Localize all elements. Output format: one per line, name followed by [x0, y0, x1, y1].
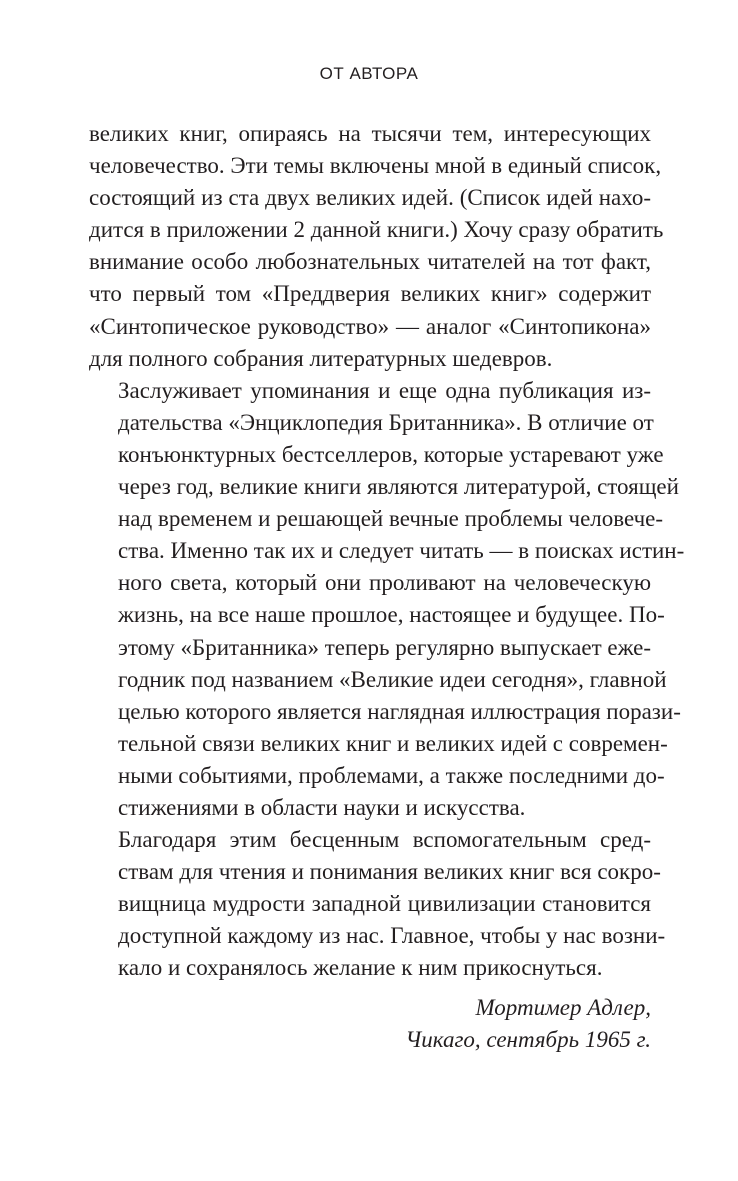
text-line: Благодаря этим бесценным вспомогательным сред- — [118, 827, 651, 853]
text-line: ными событиями, проблемами, а также последними до- — [118, 762, 665, 788]
text-line: что первый том «Преддверия великих книг» содержит — [89, 281, 651, 307]
text-line: ного света, который они проливают на человеческую — [118, 570, 651, 596]
text-line: ствам для чтения и понимания великих книг вся сокро- — [118, 859, 661, 885]
text-line: великих книг, опираясь на тысячи тем, интересующих — [89, 121, 651, 146]
body-text — [89, 118, 685, 985]
text-line: стижениями в области науки и искусства. — [118, 794, 526, 820]
text-line: дится в приложении 2 данной книги.) Хочу сразу обратить — [89, 217, 664, 243]
text-line: состоящий из ста двух великих идей. (Список идей нахо- — [89, 185, 651, 211]
text-line: Заслуживает упоминания и еще одна публикация из- — [118, 377, 651, 403]
text-line: конъюнктурных бестселлеров, которые устаревают уже — [118, 441, 664, 467]
text-line: над временем и решающей вечные проблемы человече- — [118, 506, 664, 532]
text-line: годник под названием «Великие идеи сегодня», главной — [118, 666, 667, 692]
text-line: дательства «Энциклопедия Британника». В отличие от — [118, 409, 654, 435]
text-line: кало и сохранялось желание к ним прикоснуться. — [118, 955, 603, 981]
text-line: «Синтопическое руководство» — аналог «Синтопикона» — [89, 313, 651, 339]
text-line: человечество. Эти темы включены мной в единый список, — [89, 153, 662, 179]
text-line: для полного собрания литературных шедевров. — [89, 345, 553, 371]
paragraph-1 — [89, 118, 664, 375]
text-line: внимание особо любознательных читателей на тот факт, — [89, 249, 651, 275]
text-line: целью которого является наглядная иллюстрация порази- — [118, 698, 681, 724]
text-line: через год, великие книги являются литературой, стоящей — [118, 474, 679, 500]
text-line: этому «Британника» теперь регулярно выпускает еже- — [118, 634, 652, 660]
signature-place-date: Чикаго, сентябрь 1965 г. — [405, 1027, 651, 1052]
paragraph-3 — [89, 824, 666, 984]
running-head: ОТ АВТОРА — [319, 64, 419, 83]
text-line: жизнь, на все наше прошлое, настоящее и будущее. По- — [118, 602, 665, 628]
signature-author: Мортимер Адлер, — [475, 995, 651, 1020]
text-line: тельной связи великих книг и великих идей с современ- — [118, 730, 668, 756]
text-line: вищница мудрости западной цивилизации становится — [118, 891, 651, 917]
paragraph-2 — [89, 375, 685, 824]
text-line: ства. Именно так их и следует читать — в поисках истин- — [118, 538, 685, 564]
signature — [405, 992, 651, 1056]
text-line: доступной каждому из нас. Главное, чтобы у нас возни- — [118, 923, 666, 949]
